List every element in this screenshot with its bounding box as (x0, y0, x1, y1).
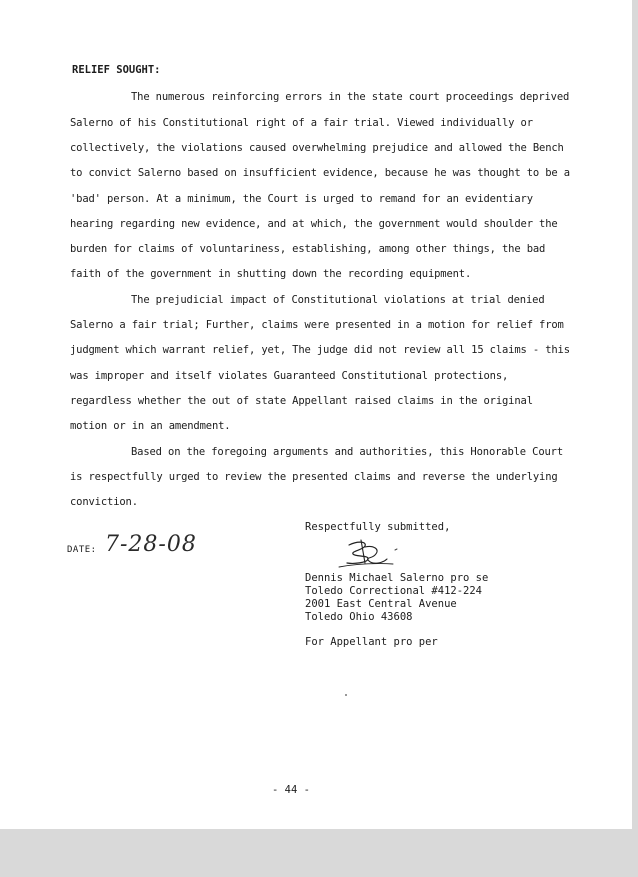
body-line: The numerous reinforcing errors in the state court proceedings deprived (131, 91, 570, 103)
body-line: Based on the foregoing arguments and authorities, this Honorable Court (131, 446, 564, 458)
signer-institution: Toledo Correctional #412-224 (305, 585, 483, 597)
body-line: motion or in an amendment. (70, 420, 231, 432)
body-line: Salerno a fair trial; Further, claims were presented in a motion for relief from (70, 319, 564, 331)
body-line: conviction. (70, 496, 138, 508)
body-line: collectively, the violations caused overwhelming prejudice and allowed the Bench (70, 142, 564, 154)
handwritten-date: 7-28-08 (105, 532, 197, 557)
body-line: to convict Salerno based on insufficient evidence, because he was thought to be a (70, 167, 570, 179)
body-line: Salerno of his Constitutional right of a fair trial. Viewed individually or (70, 117, 533, 129)
date-label: DATE: (67, 545, 97, 555)
handwritten-signature (335, 537, 405, 571)
signer-role: For Appellant pro per (305, 636, 438, 648)
signer-name: Dennis Michael Salerno pro se (305, 572, 489, 584)
section-heading: RELIEF SOUGHT: (72, 64, 161, 76)
body-line: hearing regarding new evidence, and at which, the government would shoulder the (70, 218, 558, 230)
body-line: The prejudicial impact of Constitutional violations at trial denied (131, 294, 545, 306)
body-line: is respectfully urged to review the presented claims and reverse the underlying (70, 471, 558, 483)
body-line: faith of the government in shutting down the recording equipment. (70, 268, 472, 280)
signer-city: Toledo Ohio 43608 (305, 611, 413, 623)
signer-street: 2001 East Central Avenue (305, 598, 457, 610)
body-line: judgment which warrant relief, yet, The judge did not review all 15 claims - this (70, 344, 570, 356)
page-number: - 44 - (272, 784, 310, 796)
body-line: was improper and itself violates Guaranteed Constitutional protections, (70, 370, 509, 382)
scan-speck (345, 694, 347, 696)
body-line: burden for claims of voluntariness, establishing, among other things, the bad (70, 243, 546, 255)
body-line: 'bad' person. At a minimum, the Court is urged to remand for an evidentiary (70, 193, 533, 205)
closing-text: Respectfully submitted, (305, 521, 451, 533)
body-line: regardless whether the out of state Appellant raised claims in the original (70, 395, 533, 407)
